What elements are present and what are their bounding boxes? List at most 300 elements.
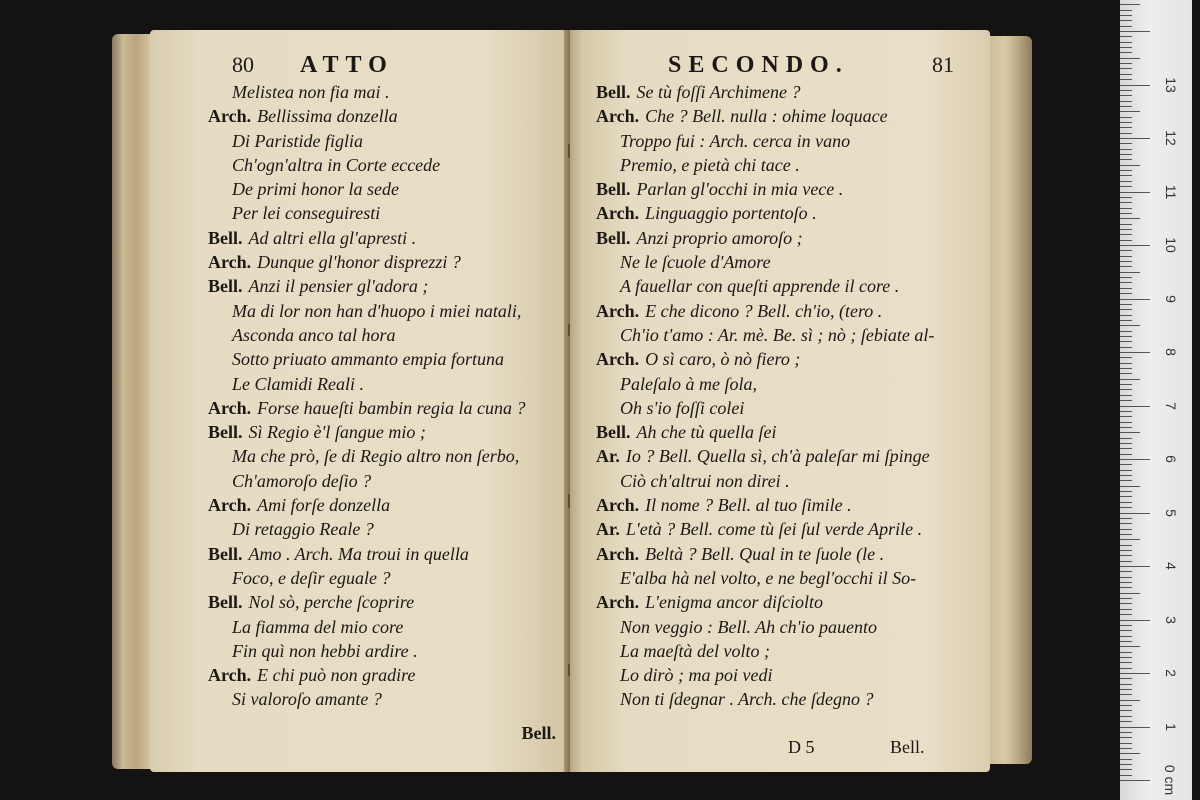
left-text-block (150, 80, 570, 712)
ruler-tick (1120, 523, 1132, 524)
ruler-tick (1120, 309, 1132, 310)
ruler-tick (1120, 550, 1132, 551)
ruler-number: 13 (1163, 76, 1179, 93)
ruler-tick (1120, 721, 1132, 722)
ruler-number: 6 (1163, 455, 1179, 463)
ruler-tick (1120, 416, 1132, 417)
text-line (596, 347, 990, 371)
measuring-ruler (1120, 0, 1192, 800)
ruler-tick (1120, 539, 1140, 540)
right-page (570, 30, 990, 772)
ruler-tick (1120, 341, 1132, 342)
ruler-tick (1120, 154, 1132, 155)
ruler-tick (1120, 304, 1132, 305)
ruler-tick (1120, 614, 1132, 615)
text-line (596, 396, 990, 420)
ruler-tick (1120, 186, 1132, 187)
ruler-tick (1120, 609, 1132, 610)
ruler-tick (1120, 218, 1140, 219)
text-line (208, 469, 570, 493)
line-text: Linguaggio portentoſo . (645, 203, 817, 224)
ruler-tick (1120, 347, 1132, 348)
text-line (208, 80, 570, 104)
text-line (208, 347, 570, 371)
ruler-tick (1120, 780, 1150, 781)
ruler-tick (1120, 689, 1132, 690)
ruler-tick (1120, 716, 1132, 717)
ruler-tick (1120, 331, 1132, 332)
line-text: Se tù foſſi Archimene ? (636, 82, 801, 102)
line-text: Oh s'io foſſi colei (620, 397, 745, 418)
ruler-tick (1120, 459, 1150, 460)
line-text: Anzi proprio amoroſo ; (636, 227, 803, 248)
ruler-tick (1120, 192, 1150, 193)
line-text: Foco, e deſir eguale ? (232, 567, 391, 588)
ruler-tick (1120, 122, 1132, 123)
ruler-tick (1120, 470, 1132, 471)
text-line (208, 542, 570, 566)
speaker-label: Arch. (596, 543, 640, 564)
speaker-label: Bell. (208, 227, 243, 248)
ruler-tick (1120, 68, 1132, 69)
ruler-tick (1120, 443, 1132, 444)
ruler-tick (1120, 213, 1132, 214)
line-text: Ah che tù quella ſei (636, 422, 777, 443)
ruler-tick (1120, 143, 1132, 144)
ruler-tick (1120, 245, 1150, 246)
ruler-tick (1120, 620, 1150, 621)
speaker-label: Arch. (208, 665, 252, 686)
text-line (596, 323, 990, 347)
ruler-tick (1120, 496, 1132, 497)
text-line (208, 153, 570, 177)
ruler-tick (1120, 389, 1132, 390)
text-line (208, 250, 570, 274)
ruler-tick (1120, 272, 1140, 273)
line-text: Sotto priuato ammanto empia fortuna (232, 349, 505, 370)
text-line (596, 469, 990, 493)
ruler-tick (1120, 400, 1132, 401)
line-text: Asconda anco tal hora (232, 324, 396, 345)
text-line (208, 129, 570, 153)
speaker-label: Arch. (208, 252, 252, 273)
ruler-number: 11 (1163, 184, 1179, 199)
line-text: Nol sò, perche ſcoprire (248, 592, 415, 613)
ruler-tick (1120, 678, 1132, 679)
line-text: Dunque gl'honor disprezzi ? (257, 252, 461, 273)
ruler-number: 1 (1163, 722, 1179, 731)
ruler-tick (1120, 491, 1132, 492)
ruler-tick (1120, 74, 1132, 75)
text-line (208, 566, 570, 590)
ruler-tick (1120, 133, 1132, 134)
ruler-tick (1120, 336, 1132, 337)
ruler-tick (1120, 662, 1132, 663)
ruler-tick (1120, 513, 1150, 514)
line-text: Anzi il pensier gl'adora ; (248, 276, 429, 297)
ruler-tick (1120, 379, 1140, 380)
ruler-tick (1120, 63, 1132, 64)
text-line (596, 372, 990, 396)
text-line (208, 299, 570, 323)
line-text: Beltà ? Bell. Qual in te ſuole (le . (645, 543, 885, 564)
text-line (208, 590, 570, 614)
ruler-tick (1120, 582, 1132, 583)
line-text: A fauellar con queſti apprende il core . (620, 276, 900, 297)
open-book (112, 24, 1032, 774)
speaker-label: Bell. (208, 422, 243, 443)
ruler-tick (1120, 475, 1132, 476)
ruler-tick (1120, 293, 1132, 294)
ruler-tick (1120, 325, 1140, 326)
ruler-tick (1120, 464, 1132, 465)
ruler-tick (1120, 502, 1132, 503)
right-text-block (596, 80, 990, 712)
ruler-number: 12 (1163, 130, 1179, 146)
ruler-tick (1120, 598, 1132, 599)
ruler-tick (1120, 101, 1132, 102)
line-text: Melistea non fia mai . (232, 82, 390, 102)
ruler-tick (1120, 384, 1132, 385)
line-text: Per lei conseguiresti (232, 203, 381, 224)
ruler-tick (1120, 486, 1140, 487)
ruler-tick (1120, 149, 1132, 150)
text-line (208, 517, 570, 541)
ruler-number: 8 (1163, 348, 1179, 356)
line-text: Ne le ſcuole d'Amore (620, 252, 771, 273)
text-line (596, 153, 990, 177)
text-line (596, 274, 990, 298)
ruler-tick (1120, 117, 1132, 118)
ruler-tick (1120, 363, 1132, 364)
ruler-tick (1120, 10, 1132, 11)
text-line (208, 274, 570, 298)
text-line (596, 542, 990, 566)
ruler-tick (1120, 47, 1132, 48)
speaker-label: Arch. (596, 349, 640, 370)
text-line (208, 493, 570, 517)
text-line (208, 323, 570, 347)
ruler-tick (1120, 299, 1150, 300)
ruler-tick (1120, 368, 1132, 369)
ruler-tick (1120, 52, 1132, 53)
speaker-label: Arch. (596, 495, 640, 516)
line-text: E che dicono ? Bell. ch'io, (tero . (645, 300, 883, 321)
line-text: La maeſtà del volto ; (620, 640, 770, 661)
ruler-tick (1120, 261, 1132, 262)
line-text: Ma di lor non han d'huopo i miei natali, (232, 300, 522, 321)
ruler-tick (1120, 566, 1150, 567)
speaker-label: Bell. (596, 422, 631, 443)
line-text: Ma che prò, ſe di Regio altro non ſerbo, (232, 446, 520, 467)
text-line (208, 396, 570, 420)
ruler-tick (1120, 646, 1140, 647)
ruler-number: 7 (1163, 401, 1179, 410)
ruler-tick (1120, 181, 1132, 182)
ruler-tick (1120, 42, 1132, 43)
text-line (596, 299, 990, 323)
ruler-tick (1120, 111, 1140, 112)
text-line (208, 372, 570, 396)
ruler-tick (1120, 561, 1132, 562)
speaker-label: Bell. (208, 592, 243, 613)
line-text: Di retaggio Reale ? (232, 519, 374, 540)
text-line (596, 80, 990, 104)
ruler-unit-label: 0 cm (1162, 764, 1178, 796)
line-text: Il nome ? Bell. al tuo ſimile . (645, 495, 852, 516)
ruler-tick (1120, 288, 1132, 289)
text-line (596, 687, 990, 711)
text-line (596, 639, 990, 663)
ruler-tick (1120, 90, 1132, 91)
ruler-tick (1120, 694, 1132, 695)
ruler-tick (1120, 577, 1132, 578)
speaker-label: Bell. (596, 82, 631, 102)
speaker-label: Arch. (596, 106, 640, 127)
ruler-tick (1120, 732, 1132, 733)
line-text: Ad altri ella gl'apresti . (248, 227, 417, 248)
line-text: Parlan gl'occhi in mia vece . (636, 179, 844, 200)
line-text: Lo dirò ; ma poi vedi (620, 665, 773, 686)
ruler-tick (1120, 106, 1132, 107)
text-line (596, 129, 990, 153)
ruler-tick (1120, 58, 1140, 59)
ruler-tick (1120, 448, 1132, 449)
line-text: Che ? Bell. nulla : ohime loquace (645, 106, 888, 127)
ruler-number: 2 (1163, 669, 1179, 677)
ruler-tick (1120, 705, 1132, 706)
ruler-tick (1120, 480, 1132, 481)
speaker-label: Arch. (208, 106, 252, 127)
ruler-tick (1120, 518, 1132, 519)
text-line (596, 201, 990, 225)
ruler-tick (1120, 657, 1132, 658)
line-text: Di Paristide figlia (232, 130, 364, 151)
ruler-tick (1120, 603, 1132, 604)
text-line (208, 104, 570, 128)
ruler-tick (1120, 636, 1132, 637)
ruler-tick (1120, 759, 1132, 760)
text-line (596, 177, 990, 201)
ruler-tick (1120, 127, 1132, 128)
ruler-tick (1120, 320, 1132, 321)
ruler-tick (1120, 630, 1132, 631)
line-text: Amo . Arch. Ma troui in quella (248, 543, 469, 564)
ruler-tick (1120, 700, 1140, 701)
text-line (208, 201, 570, 225)
ruler-tick (1120, 208, 1132, 209)
text-line (596, 663, 990, 687)
ruler-number: 5 (1163, 508, 1179, 517)
speaker-label: Arch. (596, 592, 640, 613)
line-text: Ch'amoroſo deſio ? (232, 470, 372, 491)
ruler-tick (1120, 652, 1132, 653)
ruler-tick (1120, 411, 1132, 412)
right-catchword: Bell. (890, 737, 925, 757)
ruler-tick (1120, 282, 1132, 283)
right-page-edges (990, 36, 1032, 764)
text-line (208, 177, 570, 201)
line-text: Ciò ch'altrui non direi . (620, 470, 790, 491)
line-text: Paleſalo à me ſola, (620, 373, 757, 394)
ruler-tick (1120, 769, 1132, 770)
line-text: Ch'io t'amo : Ar. mè. Be. sì ; nò ; ſebiate al- (620, 324, 935, 345)
ruler-tick (1120, 641, 1132, 642)
signature-mark: D 5 (788, 737, 815, 757)
speaker-label: Arch. (596, 300, 640, 321)
left-page (150, 30, 570, 772)
ruler-tick (1120, 625, 1132, 626)
ruler-tick (1120, 31, 1150, 32)
line-text: O sì caro, ò nò fiero ; (645, 349, 801, 370)
text-line (596, 493, 990, 517)
line-text: Sì Regio è'l ſangue mio ; (248, 422, 426, 443)
line-text: Forse haueſti bambin regia la cuna ? (257, 397, 526, 418)
speaker-label: Ar. (596, 519, 620, 540)
ruler-tick (1120, 250, 1132, 251)
speaker-label: Bell. (596, 179, 631, 200)
text-line (208, 639, 570, 663)
text-line (596, 615, 990, 639)
ruler-tick (1120, 357, 1132, 358)
ruler-tick (1120, 555, 1132, 556)
line-text: Ch'ogn'altra in Corte eccede (232, 154, 441, 175)
speaker-label: Arch. (596, 203, 640, 224)
speaker-label: Bell. (208, 543, 243, 564)
ruler-tick (1120, 737, 1132, 738)
ruler-tick (1120, 673, 1150, 674)
line-text: La fiamma del mio core (232, 616, 404, 637)
left-page-number: 80 (232, 52, 254, 77)
ruler-tick (1120, 175, 1132, 176)
ruler-tick (1120, 593, 1140, 594)
line-text: L'età ? Bell. come tù ſei ſul verde Aprile . (625, 519, 923, 540)
ruler-tick (1120, 727, 1150, 728)
ruler-tick (1120, 159, 1132, 160)
ruler-tick (1120, 373, 1132, 374)
speaker-label: Bell. (596, 227, 631, 248)
ruler-tick (1120, 315, 1132, 316)
ruler-tick (1120, 743, 1132, 744)
line-text: Bellissima donzella (257, 106, 398, 127)
line-text: Si valoroſo amante ? (232, 689, 382, 710)
ruler-tick (1120, 224, 1132, 225)
ruler-tick (1120, 710, 1132, 711)
ruler-tick (1120, 534, 1132, 535)
ruler-tick (1120, 79, 1132, 80)
speaker-label: Arch. (208, 397, 252, 418)
line-text: Non veggio : Bell. Ah ch'io pauento (620, 616, 877, 637)
ruler-tick (1120, 395, 1132, 396)
ruler-tick (1120, 764, 1132, 765)
ruler-tick (1120, 427, 1132, 428)
right-page-number: 81 (932, 52, 954, 77)
ruler-number: 9 (1163, 294, 1179, 303)
ruler-tick (1120, 170, 1132, 171)
ruler-tick (1120, 266, 1132, 267)
ruler-number: 3 (1163, 615, 1179, 624)
ruler-tick (1120, 277, 1132, 278)
ruler-number: 4 (1163, 562, 1179, 570)
line-text: E chi può non gradire (257, 665, 416, 686)
text-line (596, 420, 990, 444)
ruler-tick (1120, 748, 1132, 749)
text-line (596, 226, 990, 250)
ruler-tick (1120, 545, 1132, 546)
ruler-tick (1120, 684, 1132, 685)
ruler-tick (1120, 668, 1132, 669)
ruler-tick (1120, 95, 1132, 96)
ruler-tick (1120, 202, 1132, 203)
ruler-tick (1120, 234, 1132, 235)
right-head-word: SECONDO. (668, 52, 849, 78)
ruler-tick (1120, 85, 1150, 86)
ruler-tick (1120, 138, 1150, 139)
text-line (208, 687, 570, 711)
line-text: Io ? Bell. Quella sì, ch'à paleſar mi ſpinge (625, 446, 930, 467)
ruler-tick (1120, 753, 1140, 754)
text-line (208, 444, 570, 468)
ruler-tick (1120, 587, 1132, 588)
ruler-tick (1120, 438, 1132, 439)
ruler-number: 10 (1163, 237, 1179, 253)
ruler-tick (1120, 571, 1132, 572)
speaker-label: Ar. (596, 446, 620, 467)
ruler-tick (1120, 256, 1132, 257)
ruler-tick (1120, 422, 1132, 423)
line-text: Non ti ſdegnar . Arch. che ſdegno ? (620, 689, 874, 710)
ruler-tick (1120, 15, 1132, 16)
ruler-tick (1120, 406, 1150, 407)
left-head-word: ATTO (300, 52, 394, 78)
ruler-tick (1120, 197, 1132, 198)
ruler-tick (1120, 165, 1140, 166)
text-line (208, 663, 570, 687)
ruler-tick (1120, 352, 1150, 353)
line-text: Le Clamidi Reali . (232, 373, 364, 394)
ruler-tick (1120, 229, 1132, 230)
ruler-tick (1120, 432, 1140, 433)
text-line (596, 250, 990, 274)
line-text: Fin quì non hebbi ardire . (232, 640, 418, 661)
text-line (208, 615, 570, 639)
ruler-tick (1120, 454, 1132, 455)
speaker-label: Arch. (208, 495, 252, 516)
ruler-tick (1120, 20, 1132, 21)
ruler-tick (1120, 26, 1132, 27)
ruler-tick (1120, 240, 1132, 241)
ruler-tick (1120, 4, 1140, 5)
text-line (208, 226, 570, 250)
ruler-tick (1120, 775, 1132, 776)
text-line (596, 566, 990, 590)
left-catchword: Bell. (521, 723, 556, 743)
text-line (596, 517, 990, 541)
ruler-tick (1120, 507, 1132, 508)
text-line (596, 444, 990, 468)
line-text: Ami forſe donzella (257, 495, 391, 516)
text-line (596, 590, 990, 614)
text-line (596, 104, 990, 128)
ruler-tick (1120, 529, 1132, 530)
line-text: Troppo fui : Arch. cerca in vano (620, 130, 851, 151)
line-text: Premio, e pietà chi tace . (620, 154, 800, 175)
line-text: L'enigma ancor diſciolto (645, 592, 824, 613)
speaker-label: Bell. (208, 276, 243, 297)
line-text: E'alba hà nel volto, e ne begl'occhi il So- (620, 567, 917, 588)
text-line (208, 420, 570, 444)
ruler-tick (1120, 36, 1132, 37)
